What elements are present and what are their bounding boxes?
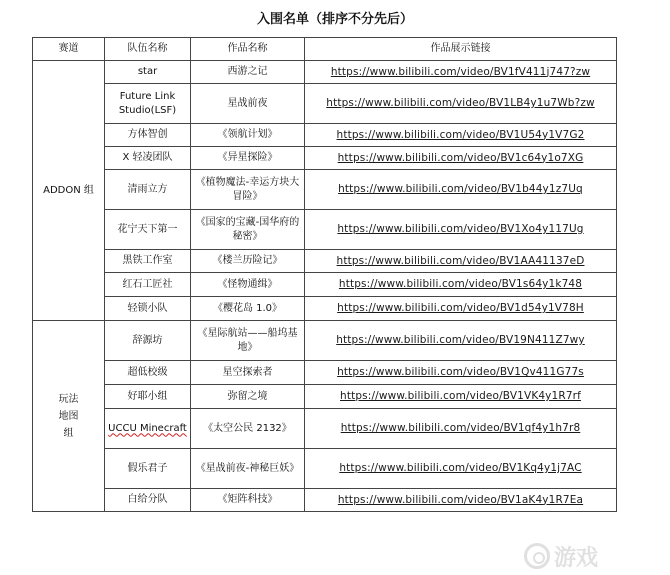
work-name: 《矩阵科技》 [191, 489, 305, 512]
video-link[interactable]: https://www.bilibili.com/video/BV1VK4y1R7rf [340, 390, 581, 402]
video-link[interactable]: https://www.bilibili.com/video/BV1d54y1V78H [337, 302, 584, 314]
watermark-text: 游戏 [554, 545, 599, 571]
work-name: 《樱花岛 1.0》 [191, 297, 305, 321]
team-name: star [105, 61, 191, 84]
work-name: 《国家的宝藏-国华府的秘密》 [191, 210, 305, 250]
table-header-row [33, 38, 617, 61]
video-link[interactable]: https://www.bilibili.com/video/BV1s64y1k748 [338, 278, 583, 290]
team-name: 白给分队 [105, 489, 191, 512]
team-name: 清雨立方 [105, 170, 191, 210]
table-row [33, 321, 617, 361]
video-link[interactable]: https://www.bilibili.com/video/BV1qf4y1h7r8 [340, 422, 581, 434]
watermark [524, 539, 664, 573]
table-row [33, 361, 617, 385]
video-link[interactable]: https://www.bilibili.com/video/BV1c64y1o7XG [337, 151, 584, 164]
table-row [33, 61, 617, 84]
table-row [33, 489, 617, 512]
video-link[interactable]: https://www.bilibili.com/video/BV1LB4y1u7Wb?zw [326, 97, 595, 109]
team-name: 假乐君子 [105, 449, 191, 489]
work-name: 《植物魔法-幸运方块大冒险》 [191, 170, 305, 210]
team-name: 超低校级 [105, 361, 191, 385]
track-cell [33, 321, 105, 512]
header-link: 作品展示链接 [305, 38, 617, 61]
table-row [33, 250, 617, 273]
video-link[interactable]: https://www.bilibili.com/video/BV1Xo4y117Ug [337, 223, 584, 235]
header-track: 赛道 [33, 38, 105, 61]
team-name: 黑铁工作室 [105, 250, 191, 273]
work-name: 《异星探险》 [191, 147, 305, 170]
table-row [33, 449, 617, 489]
table-row [33, 385, 617, 409]
work-name: 《星际航站——船坞基地》 [191, 321, 305, 361]
youxi-logo-icon [524, 543, 550, 569]
table-row [33, 273, 617, 297]
video-link[interactable]: https://www.bilibili.com/video/BV1Kq4y1j7AC [339, 462, 582, 474]
video-link[interactable]: https://www.bilibili.com/video/BV1Qv411G77s [337, 366, 584, 378]
team-name [105, 409, 191, 449]
team-name: 好耶小组 [105, 385, 191, 409]
table-row [33, 124, 617, 147]
video-link[interactable]: https://www.bilibili.com/video/BV1fV411j747?zw [330, 65, 591, 78]
track-cell: ADDON 组 [33, 61, 105, 321]
table-row [33, 170, 617, 210]
video-link[interactable]: https://www.bilibili.com/video/BV19N411Z7wy [336, 334, 585, 346]
table-row [33, 409, 617, 449]
table-row [33, 84, 617, 124]
team-name: 轻锁小队 [105, 297, 191, 321]
track-label: 玩法 地图组 [58, 393, 79, 439]
work-name: 《星战前夜-神秘巨妖》 [191, 449, 305, 489]
work-name: 弥留之境 [191, 385, 305, 409]
team-name-text: UCCU Minecraft [108, 422, 187, 434]
team-name: X 轻凌团队 [105, 147, 191, 170]
video-link[interactable]: https://www.bilibili.com/video/BV1U54y1V7G2 [336, 128, 585, 141]
table-row [33, 147, 617, 170]
finalist-table [32, 37, 617, 512]
work-name: 《怪物通缉》 [191, 273, 305, 297]
video-link[interactable]: https://www.bilibili.com/video/BV1aK4y1R7Ea [337, 493, 584, 506]
team-name: 辞源坊 [105, 321, 191, 361]
work-name: 星战前夜 [191, 84, 305, 124]
work-name: 《领航计划》 [191, 124, 305, 147]
team-name: 花宁天下第一 [105, 210, 191, 250]
work-name: 《太空公民 2132》 [191, 409, 305, 449]
team-name: 红石工匠社 [105, 273, 191, 297]
page-title: 入围名单（排序不分先后） [256, 12, 413, 27]
header-team: 队伍名称 [105, 38, 191, 61]
video-link[interactable]: https://www.bilibili.com/video/BV1AA41137eD [336, 254, 585, 267]
table-row [33, 210, 617, 250]
video-link[interactable]: https://www.bilibili.com/video/BV1b44y1z7Uq [338, 183, 583, 195]
table-row [33, 297, 617, 321]
team-name: 方体智创 [105, 124, 191, 147]
header-work: 作品名称 [191, 38, 305, 61]
work-name: 《楼兰历险记》 [191, 250, 305, 273]
work-name: 星空探索者 [191, 361, 305, 385]
team-name: Future Link Studio(LSF) [105, 84, 191, 124]
work-name: 西游之记 [191, 61, 305, 84]
